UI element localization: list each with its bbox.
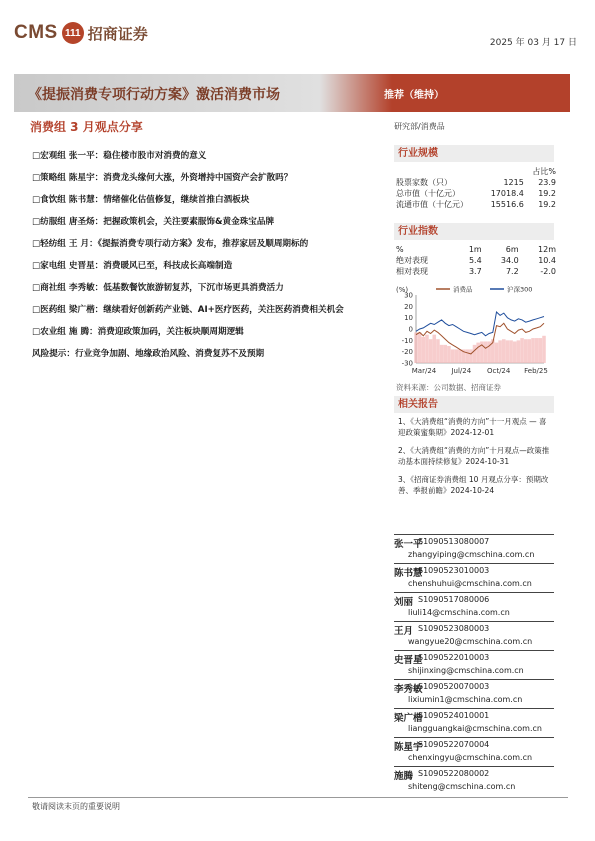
table-row (394, 266, 558, 277)
related-reports-heading: 相关报告 (394, 396, 554, 413)
row-value: -2.0 (540, 267, 556, 276)
legend-label: 沪深300 (507, 285, 533, 294)
relative-bar (469, 349, 473, 363)
row-value: 1215 (503, 178, 524, 187)
report-date: 2025 年 03 月 17 日 (489, 38, 577, 48)
row-share: 23.9 (538, 178, 556, 187)
industry-index-table (394, 244, 558, 277)
summary-bullet: □商社组 李秀敏：低基数餐饮旅游韧复苏，下沉市场更具消费活力 (32, 283, 284, 293)
analyst-name: 陈书慧 (394, 568, 423, 579)
industry-scale-table (394, 166, 558, 210)
summary-bullet: □策略组 陈星宇：消费龙头缘何大涨，外资增持中国资产会扩散吗？ (32, 173, 293, 183)
relative-bar (422, 337, 426, 363)
analyst-license: S1090522010003 (418, 653, 490, 662)
analyst-email[interactable]: liangguangkai@cmschina.com.cn (408, 724, 542, 733)
relative-bar (498, 340, 502, 363)
y-tick-label: 10 (404, 314, 413, 323)
analyst-entry (394, 766, 554, 795)
relative-bar (451, 349, 455, 363)
analyst-license: S1090517080006 (418, 595, 490, 604)
analyst-entry (394, 621, 554, 650)
summary-bullet: □农业组 施 腾：消费迎政策加码，关注板块顺周期逻辑 (32, 327, 244, 337)
row-label: 绝对表现 (396, 256, 428, 265)
relative-bar (429, 339, 433, 363)
analyst-name: 梁广楷 (394, 713, 423, 724)
industry-scale-heading: 行业规模 (394, 145, 554, 162)
analyst-license: S1090523080003 (418, 624, 490, 633)
analyst-email[interactable]: zhangyiping@cmschina.com.cn (408, 550, 535, 559)
row-value: 34.0 (500, 256, 519, 265)
related-report-item[interactable]: 1、《大消费组“消费的方向”十一月观点 — 喜迎政策蜜集期》2024-12-01 (398, 417, 547, 437)
analyst-email[interactable]: chenxingyu@cmschina.com.cn (408, 753, 533, 762)
rating-label: 推荐（维持） (384, 90, 444, 101)
relative-bar (517, 340, 521, 363)
header-cell: 12m (538, 245, 556, 254)
relative-bar (425, 335, 429, 363)
analyst-email[interactable]: lixiumin1@cmschina.com.cn (408, 695, 523, 704)
risk-warning: 风险提示：行业竞争加剧、地缘政治风险、消费复苏不及预期 (32, 349, 265, 359)
relative-bar (443, 345, 447, 363)
analyst-entry (394, 563, 554, 592)
row-value: 3.7 (468, 267, 482, 276)
analyst-license: S1090520070003 (418, 682, 490, 691)
analyst-name: 王月 (394, 626, 414, 637)
relative-bar (454, 349, 458, 363)
x-tick-label: Oct/24 (486, 367, 511, 375)
summary-bullet: □食饮组 陈书慧：情绪催化估值修复，继续首推白酒板块 (32, 195, 250, 205)
analyst-name: 张一平 (394, 539, 423, 550)
share-header: 占比% (532, 167, 556, 176)
analyst-email[interactable]: wangyue20@cmschina.com.cn (408, 637, 533, 646)
relative-bar (414, 332, 418, 363)
analyst-email[interactable]: shijinxing@cmschina.com.cn (408, 666, 524, 675)
header-cell: 1m (468, 245, 482, 254)
y-tick-label: 20 (404, 302, 413, 311)
table-header-row (394, 244, 558, 255)
company-logo (14, 18, 148, 48)
related-report-item[interactable]: 2、《大消费组“消费的方向”十月观点—政策推动基本面持续修复》2024-10-31 (398, 446, 550, 466)
relative-bar (524, 339, 528, 363)
analyst-license: S1090522080002 (418, 769, 490, 778)
relative-bar (495, 343, 499, 363)
row-value: 7.2 (505, 267, 519, 276)
row-label: 相对表现 (396, 267, 428, 276)
relative-bar (447, 346, 451, 363)
summary-bullet: □医药组 梁广楷：继续看好创新药产业链、AI+医疗医药，关注医药消费相关机会 (32, 305, 344, 315)
industry-index-heading: 行业指数 (394, 223, 554, 240)
relative-bar (418, 332, 422, 363)
relative-bar (458, 349, 462, 363)
summary-section (32, 150, 378, 361)
logo-text: CMS (14, 22, 58, 43)
analyst-entry (394, 592, 554, 621)
relative-bar (509, 340, 513, 363)
summary-bullet: □轻纺组 王 月：《提振消费专项行动方案》发布，推荐家居及顺周期标的 (32, 239, 309, 249)
header-cell: % (396, 245, 404, 254)
relative-bar (535, 338, 539, 363)
relative-bar (433, 335, 437, 363)
relative-bar (484, 341, 488, 363)
relative-bar (440, 345, 444, 363)
row-label: 总市值（十亿元） (396, 189, 460, 198)
relative-bar (436, 339, 440, 363)
y-tick-label: -20 (401, 348, 413, 357)
summary-bullet: □家电组 史晋星：消费暖风已至，科技成长高端制造 (32, 261, 233, 271)
analyst-license: S1090523010003 (418, 566, 490, 575)
table-row (394, 199, 558, 210)
report-title: 《提振消费专项行动方案》激活消费市场 (28, 87, 280, 103)
analyst-name: 史晋星 (394, 655, 423, 666)
analyst-name: 陈星宇 (394, 742, 423, 753)
logo-cn-text: 招商证券 (87, 24, 148, 43)
relative-bar (502, 339, 506, 363)
row-value: 5.4 (468, 256, 482, 265)
report-subtitle: 消费组 3 月观点分享 (30, 120, 143, 134)
analyst-email[interactable]: chenshuhui@cmschina.com.cn (408, 579, 532, 588)
relative-bar (528, 339, 532, 363)
header-cell: 6m (505, 245, 519, 254)
related-reports-list (398, 416, 550, 503)
row-value: 17018.4 (490, 189, 524, 198)
relative-bar (465, 349, 469, 363)
relative-bar (473, 345, 477, 363)
analyst-name: 李秀敏 (394, 684, 423, 695)
relative-bar (506, 340, 510, 363)
x-tick-label: Feb/25 (524, 367, 548, 375)
analyst-license: S1090524010001 (418, 711, 490, 720)
row-value: 10.4 (538, 256, 556, 265)
y-tick-label: 0 (408, 325, 413, 334)
y-axis-label: (%) (396, 286, 409, 294)
analyst-license: S1090522070004 (418, 740, 490, 749)
summary-bullet: □纺服组 唐圣炀：把握政策机会，关注要素服饰&黄金珠宝品牌 (32, 217, 275, 227)
analyst-entry (394, 679, 554, 708)
y-tick-label: -30 (401, 359, 413, 368)
y-tick-label: 30 (404, 291, 413, 300)
analyst-entry (394, 534, 554, 563)
analyst-name: 刘丽 (394, 597, 414, 608)
relative-bar (531, 338, 535, 363)
table-header-row (394, 166, 558, 177)
department-label: 研究部/消费品 (394, 122, 445, 131)
table-row (394, 188, 558, 199)
chart-source: 资料来源：公司数据、招商证券 (396, 383, 501, 392)
analyst-email[interactable]: liuli14@cmschina.com.cn (408, 608, 510, 617)
footer-note: 敬请阅读末页的重要说明 (32, 802, 120, 811)
analyst-license: S1090513080007 (418, 537, 490, 546)
x-tick-label: Mar/24 (411, 367, 437, 375)
relative-bar (476, 343, 480, 363)
relative-bar (542, 336, 546, 363)
summary-bullet: □宏观组 张一平：稳住楼市股市对消费的意义 (32, 151, 207, 161)
relative-bar (539, 338, 543, 363)
x-tick-label: Jul/24 (451, 367, 472, 375)
analyst-entry (394, 737, 554, 766)
row-share: 19.2 (538, 200, 556, 209)
footer-divider (28, 797, 568, 798)
logo-seal-icon: 111 (62, 22, 84, 44)
row-label: 流通市值（十亿元） (396, 200, 468, 209)
relative-bar (520, 338, 524, 363)
table-row (394, 177, 558, 188)
relative-bar (513, 341, 517, 363)
performance-chart (394, 283, 554, 379)
related-report-item[interactable]: 3、《招商证券消费组 10 月观点分享：预期改善、季报前瞻》2024-10-24 (398, 475, 549, 495)
legend-label: 消费品 (453, 285, 473, 294)
table-row (394, 255, 558, 266)
analyst-list (394, 534, 554, 795)
analyst-name: 施腾 (394, 771, 414, 782)
row-share: 19.2 (538, 189, 556, 198)
analyst-entry (394, 708, 554, 737)
y-tick-label: -10 (401, 336, 413, 345)
analyst-entry (394, 650, 554, 679)
analyst-email[interactable]: shiteng@cmschina.com.cn (408, 782, 516, 791)
row-label: 股票家数（只） (396, 178, 452, 187)
row-value: 15516.6 (490, 200, 524, 209)
